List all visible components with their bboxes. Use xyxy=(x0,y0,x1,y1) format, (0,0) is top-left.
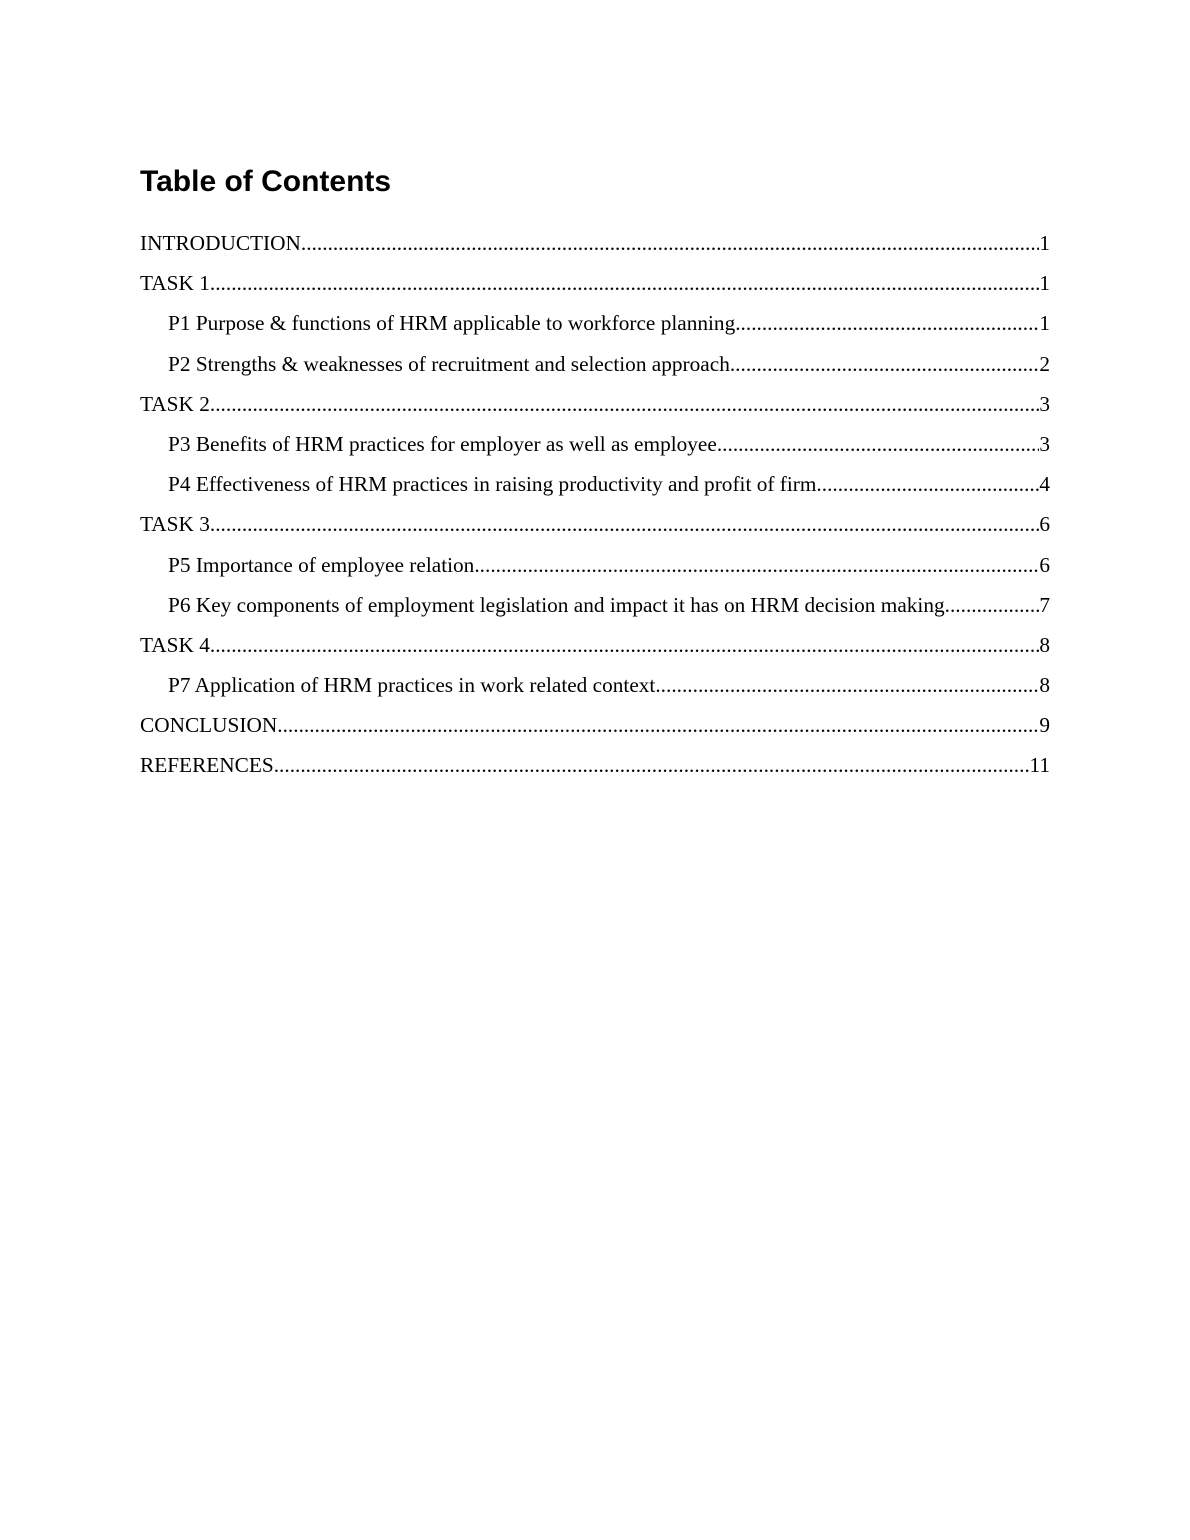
toc-list xyxy=(140,223,1050,786)
toc-entry-introduction[interactable] xyxy=(140,223,1050,263)
toc-entry-label: TASK 1 xyxy=(140,271,210,296)
toc-dot-leader xyxy=(474,545,1039,585)
toc-entry-label: P1 Purpose & functions of HRM applicable to workforce planning xyxy=(168,311,736,336)
toc-dot-leader xyxy=(945,585,1040,625)
toc-entry-page-number: 8 xyxy=(1039,673,1050,698)
toc-entry-p5[interactable] xyxy=(140,545,1050,585)
toc-entry-label: INTRODUCTION xyxy=(140,231,301,255)
toc-entry-page-number: 2 xyxy=(1039,351,1050,376)
toc-entry-page-number: 7 xyxy=(1039,592,1050,617)
toc-entry-p1[interactable] xyxy=(140,303,1050,343)
toc-dot-leader xyxy=(730,344,1040,384)
toc-entry-label: P4 Effectiveness of HRM practices in raising productivity and profit of firm xyxy=(168,472,817,497)
toc-entry-page-number: 3 xyxy=(1039,431,1050,456)
toc-dot-leader xyxy=(210,625,1039,665)
toc-entry-p4[interactable] xyxy=(140,464,1050,504)
toc-entry-label: P3 Benefits of HRM practices for employer as well as employee xyxy=(168,431,717,456)
toc-entry-page-number: 6 xyxy=(1039,512,1050,537)
toc-entry-page-number: 6 xyxy=(1039,552,1050,577)
toc-dot-leader xyxy=(816,464,1039,504)
toc-entry-label: P6 Key components of employment legislation and impact it has on HRM decision making xyxy=(168,592,945,617)
toc-entry-page-number: 11 xyxy=(1029,753,1050,778)
toc-entry-page-number: 3 xyxy=(1039,391,1050,416)
toc-entry-task-3[interactable] xyxy=(140,504,1050,544)
toc-dot-leader xyxy=(210,263,1039,303)
toc-entry-label: TASK 4 xyxy=(140,632,210,657)
toc-dot-leader xyxy=(301,223,1039,263)
toc-entry-page-number: 1 xyxy=(1039,311,1050,336)
toc-entry-label: TASK 2 xyxy=(140,391,210,416)
toc-entry-label: P2 Strengths & weaknesses of recruitment and selection approach xyxy=(168,351,730,376)
toc-entry-page-number: 1 xyxy=(1039,231,1050,255)
toc-entry-p3[interactable] xyxy=(140,424,1050,464)
toc-dot-leader xyxy=(735,303,1039,343)
toc-entry-p2[interactable] xyxy=(140,344,1050,384)
toc-entry-label: P5 Importance of employee relation xyxy=(168,552,475,577)
toc-entry-label: REFERENCES xyxy=(140,753,274,778)
toc-dot-leader xyxy=(210,384,1039,424)
toc-entry-page-number: 1 xyxy=(1039,271,1050,296)
toc-dot-leader xyxy=(655,665,1039,705)
toc-entry-label: P7 Application of HRM practices in work related context xyxy=(168,673,656,698)
toc-dot-leader xyxy=(274,745,1030,785)
toc-entry-task-4[interactable] xyxy=(140,625,1050,665)
toc-dot-leader xyxy=(210,504,1039,544)
toc-title: Table of Contents xyxy=(140,165,392,198)
toc-entry-p6[interactable] xyxy=(140,585,1050,625)
toc-entry-conclusion[interactable] xyxy=(140,705,1050,745)
toc-entry-label: TASK 3 xyxy=(140,512,210,537)
toc-dot-leader xyxy=(717,424,1040,464)
toc-entry-task-2[interactable] xyxy=(140,384,1050,424)
toc-entry-task-1[interactable] xyxy=(140,263,1050,303)
toc-dot-leader xyxy=(277,705,1039,745)
toc-entry-label: CONCLUSION xyxy=(140,713,278,738)
toc-entry-page-number: 9 xyxy=(1039,713,1050,738)
toc-entry-references[interactable] xyxy=(140,745,1050,785)
toc-entry-page-number: 8 xyxy=(1039,632,1050,657)
toc-entry-p7[interactable] xyxy=(140,665,1050,705)
toc-entry-page-number: 4 xyxy=(1039,472,1050,497)
